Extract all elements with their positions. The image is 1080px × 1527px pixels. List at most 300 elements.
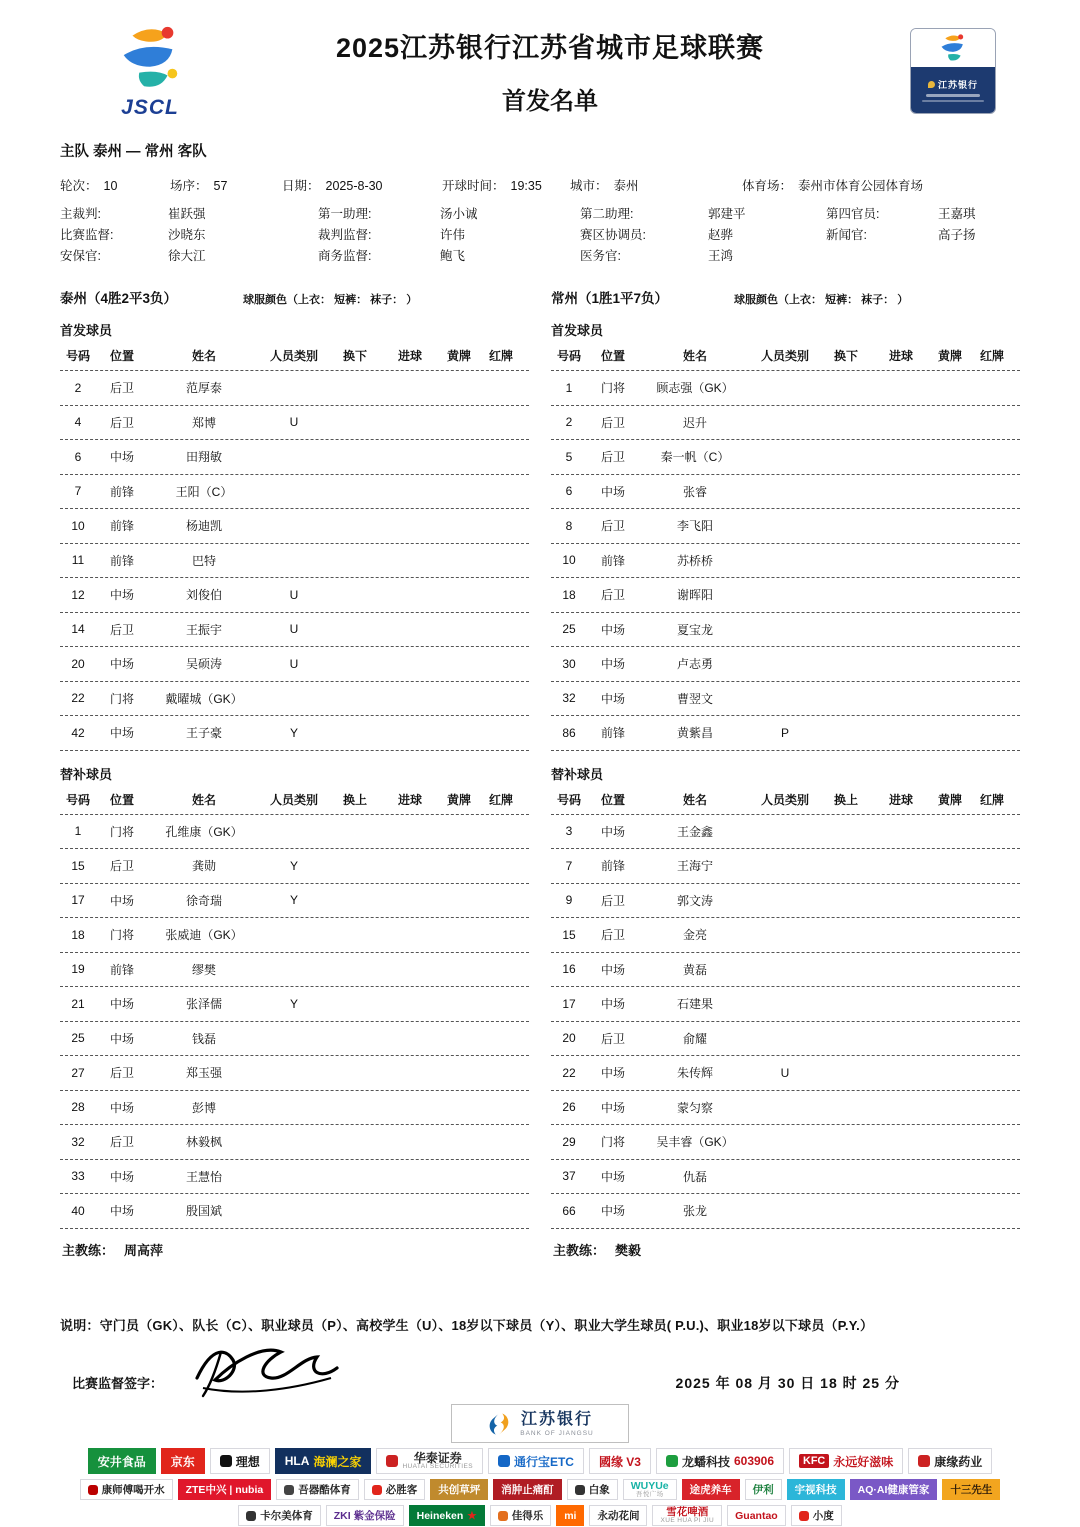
sponsor-text: 康师傅喝开水 (101, 1484, 165, 1497)
sponsor-text: 安井食品 (97, 1454, 146, 1469)
column-header: 位置 (600, 349, 625, 363)
table-row (60, 577, 529, 612)
info-label: 开球时间： (442, 179, 505, 193)
table-row (551, 474, 1020, 509)
sponsor-logo (409, 1505, 485, 1526)
sponsor-text-secondary: 603906 (733, 1454, 775, 1469)
player-name: 杨迪凯 (185, 519, 222, 534)
table-row (60, 370, 529, 405)
info-value: 泰州市体育公园体育场 (798, 179, 924, 193)
column-header: 红牌 (979, 792, 1004, 807)
sponsor-mark-icon (220, 1455, 232, 1467)
sponsor-logo (490, 1505, 552, 1526)
table-row (60, 646, 529, 681)
officials-row (60, 246, 1020, 267)
column-header: 黄牌 (446, 792, 471, 807)
table-row (551, 848, 1020, 883)
sponsor-logo (326, 1505, 404, 1526)
column-header: 号码 (65, 349, 90, 363)
sponsor-logo (556, 1505, 584, 1526)
column-header: 号码 (65, 792, 90, 807)
player-number: 1 (565, 380, 573, 395)
player-position: 中场 (109, 893, 134, 908)
player-name: 吴丰睿（GK） (656, 1135, 734, 1150)
sponsor-subtext: XUE HUA PI JIU (660, 1516, 715, 1524)
player-position: 中场 (109, 588, 134, 603)
sponsor-text: 共创草坪 (438, 1484, 481, 1497)
sponsor-row-3 (60, 1505, 1020, 1526)
table-row (551, 577, 1020, 612)
player-position: 后卫 (600, 588, 625, 603)
player-number: 6 (74, 449, 82, 464)
player-position: 中场 (109, 1204, 134, 1219)
starters-table (60, 341, 529, 751)
official-name: 王嘉琪 (938, 207, 976, 221)
player-number: 4 (74, 415, 82, 430)
sponsor-mark-icon (386, 1455, 398, 1467)
player-name: 张泽儒 (185, 997, 222, 1012)
player-number: 32 (562, 691, 576, 706)
player-number: 16 (562, 962, 576, 977)
signature-row (60, 1364, 1020, 1402)
player-number: 25 (562, 622, 576, 637)
column-header: 位置 (109, 792, 134, 807)
player-position: 门将 (109, 928, 134, 943)
player-name: 郑玉强 (185, 1066, 222, 1081)
player-name: 钱磊 (191, 1031, 216, 1046)
page-header (60, 22, 1020, 120)
player-name: 夏宝龙 (676, 622, 713, 637)
subs-label: 替补球员 (60, 766, 113, 782)
player-name: 巴特 (191, 553, 216, 568)
player-name: 卢志勇 (676, 657, 713, 672)
sponsor-text: WUYUe (630, 1479, 669, 1492)
match-info-item (742, 176, 923, 194)
officials-grid (60, 204, 1020, 267)
official-name: 郭建平 (708, 207, 746, 221)
player-number: 37 (562, 1169, 576, 1184)
player-position: 门将 (600, 381, 625, 396)
sponsor-row-1 (60, 1448, 1020, 1474)
column-header: 换上 (342, 792, 367, 807)
sponsor-logo (589, 1505, 647, 1526)
player-number: 19 (71, 962, 85, 977)
sponsor-mark-icon (918, 1455, 930, 1467)
table-row (551, 917, 1020, 952)
table-row (551, 370, 1020, 405)
sponsor-subtext: HUATAI SECURITIES (402, 1463, 473, 1471)
table-row (60, 405, 529, 440)
sponsor-text: 理想 (235, 1454, 260, 1469)
player-position: 前锋 (600, 859, 625, 874)
official-label (826, 246, 938, 267)
sponsor-mark-icon (666, 1455, 678, 1467)
officials-row (60, 225, 1020, 246)
table-row (551, 1124, 1020, 1159)
sponsor-text: 十三先生 (950, 1484, 993, 1497)
player-number: 3 (565, 824, 573, 839)
player-number: 40 (71, 1203, 85, 1218)
player-position: 中场 (109, 726, 134, 741)
sponsor-logo (88, 1448, 156, 1474)
table-row (60, 952, 529, 987)
player-number: 20 (562, 1031, 576, 1046)
player-name: 徐奇瑞 (185, 893, 222, 908)
sponsor-text: ZKI 紫金保险 (333, 1510, 396, 1523)
table-row (60, 439, 529, 474)
kit-colors-label: 球服颜色（上衣： 短裤： 袜子： ） (734, 294, 909, 306)
player-number: 17 (71, 893, 85, 908)
column-header: 位置 (109, 349, 134, 363)
info-label: 场序： (170, 179, 208, 193)
sponsor-logo (488, 1448, 584, 1474)
match-info-row (60, 176, 1020, 194)
table-row (551, 405, 1020, 440)
player-number: 26 (562, 1100, 576, 1115)
team-column-away (551, 287, 1020, 1259)
sponsor-text: 雪花啤酒 (666, 1505, 709, 1518)
sponsor-logo (850, 1479, 938, 1500)
player-number: 15 (71, 858, 85, 873)
sponsor-text: 國缘 V3 (598, 1454, 641, 1469)
teams-grid (60, 287, 1020, 1259)
table-row (551, 1055, 1020, 1090)
table-row (551, 1090, 1020, 1125)
column-header: 姓名 (682, 792, 707, 807)
sponsor-logo (789, 1448, 903, 1474)
sponsor-text: 佳得乐 (511, 1510, 544, 1523)
player-number: 28 (71, 1100, 85, 1115)
sponsor-text: 康缘药业 (934, 1454, 983, 1469)
league-badge-emblem-icon (911, 29, 995, 67)
coach-line: 主教练： 樊毅 (553, 1242, 642, 1258)
column-header: 号码 (556, 349, 581, 363)
sponsor-text: 白象 (588, 1484, 610, 1497)
official-label: 第四官员: (826, 207, 880, 221)
sponsor-logo (161, 1448, 205, 1474)
player-name: 张睿 (682, 484, 707, 499)
player-number: 7 (74, 484, 82, 499)
official-label: 安保官: (60, 249, 101, 263)
info-value: 57 (213, 179, 228, 193)
player-number: 10 (562, 553, 576, 568)
official-name: 高子扬 (938, 228, 976, 242)
info-label: 体育场： (742, 179, 793, 193)
player-number: 30 (562, 656, 576, 671)
official-name: 汤小诚 (440, 207, 478, 221)
player-position: 门将 (600, 1135, 625, 1150)
starters-label: 首发球员 (551, 323, 604, 338)
player-name: 范厚泰 (185, 381, 222, 396)
sponsor-logo (376, 1448, 482, 1474)
info-label: 城市： (570, 179, 608, 193)
player-position: 中场 (600, 1169, 625, 1184)
table-row (60, 1055, 529, 1090)
sponsor-logo (238, 1505, 321, 1526)
player-name: 田翔敏 (185, 450, 222, 465)
column-header: 人员类别 (760, 349, 809, 363)
starters-table (551, 341, 1020, 751)
print-timestamp: 2025 年 08 月 30 日 18 时 25 分 (675, 1374, 900, 1391)
table-row (60, 883, 529, 918)
sponsor-mark-icon (284, 1485, 294, 1495)
badge-caption-line (926, 94, 980, 97)
official-name: 鲍飞 (440, 249, 466, 263)
player-number: 22 (562, 1065, 576, 1080)
player-number: 12 (71, 587, 85, 602)
player-number: 22 (71, 691, 85, 706)
table-row (551, 1159, 1020, 1194)
official-name: 徐大江 (168, 249, 206, 263)
bank-logo-en: BANK OF JIANGSU (520, 1430, 594, 1438)
sponsor-logo (656, 1448, 784, 1474)
official-label: 新闻官: (826, 228, 867, 242)
kit-colors-label: 球服颜色（上衣： 短裤： 袜子： ） (243, 294, 418, 306)
table-row (60, 848, 529, 883)
official-label: 第二助理: (580, 207, 634, 221)
sponsor-text-group (631, 1481, 669, 1499)
table-header-row (551, 785, 1020, 814)
sponsor-text: 宇视科技 (794, 1484, 837, 1497)
player-position: 门将 (109, 691, 134, 706)
sponsor-mark-icon (498, 1455, 510, 1467)
official-name: 王鸿 (708, 249, 734, 263)
sponsor-text: 永动花间 (597, 1510, 640, 1523)
sponsor-logo (276, 1479, 359, 1500)
sponsor-logo (364, 1479, 426, 1500)
player-name: 郭文涛 (676, 893, 713, 908)
player-number: 2 (565, 415, 573, 430)
match-info-item (170, 176, 282, 194)
sponsor-mark-icon (246, 1511, 256, 1521)
official-label: 赛区协调员: (580, 228, 646, 242)
column-header: 黄牌 (937, 792, 962, 807)
player-position: 后卫 (109, 1135, 134, 1150)
player-name: 俞耀 (682, 1031, 707, 1046)
official-name (938, 246, 1020, 267)
player-number: 20 (71, 656, 85, 671)
player-name: 王慧怡 (185, 1169, 222, 1184)
player-number: 33 (71, 1169, 85, 1184)
player-name: 王振宇 (185, 622, 222, 637)
official-label: 商务监督: (318, 249, 372, 263)
sponsor-text: 龙蟠科技 (681, 1454, 730, 1469)
table-row (60, 715, 529, 751)
player-name: 迟升 (682, 415, 707, 430)
sponsor-text-secondary: 海澜之家 (313, 1454, 362, 1469)
signature-image (169, 1330, 359, 1402)
sponsor-mark-icon (498, 1511, 508, 1521)
player-name: 张龙 (682, 1204, 707, 1219)
starters-label: 首发球员 (60, 323, 113, 338)
sponsor-logo (787, 1479, 845, 1500)
player-name: 曹翌文 (676, 691, 713, 706)
player-number: 5 (565, 449, 573, 464)
column-header: 换上 (833, 792, 858, 807)
official-name: 许伟 (440, 228, 466, 242)
sponsor-logo (589, 1448, 651, 1474)
sponsor-mark-icon (88, 1485, 98, 1495)
sponsor-text: 吾器酷体育 (298, 1484, 351, 1497)
column-header: 红牌 (979, 349, 1004, 363)
player-name: 戴曜城（GK） (165, 691, 243, 706)
player-position: 中场 (600, 1204, 625, 1219)
table-row (551, 543, 1020, 578)
player-number: 27 (71, 1065, 85, 1080)
column-header: 黄牌 (446, 349, 471, 363)
bank-drop-icon (928, 81, 935, 88)
player-name: 孔维康（GK） (165, 824, 243, 839)
sponsor-text: 小度 (812, 1510, 834, 1523)
sponsor-text: 必胜客 (385, 1484, 418, 1497)
player-position: 前锋 (109, 553, 134, 568)
player-position: 前锋 (109, 484, 134, 499)
player-position: 中场 (600, 824, 625, 839)
column-header: 姓名 (191, 349, 216, 363)
column-header: 红牌 (488, 792, 513, 807)
sponsor-row-2 (60, 1479, 1020, 1500)
sponsor-text: KFC (799, 1454, 829, 1468)
sponsor-logo (623, 1479, 677, 1500)
jscl-logo-icon (111, 22, 189, 94)
table-row (551, 439, 1020, 474)
player-name: 王海宁 (676, 859, 713, 874)
column-header: 黄牌 (937, 349, 962, 363)
player-name: 仇磊 (682, 1169, 707, 1184)
player-position: 中场 (600, 622, 625, 637)
match-info-item (60, 176, 170, 194)
sponsor-text: mi (564, 1509, 577, 1522)
official-name: 沙晓东 (168, 228, 206, 242)
team-name: 泰州（4胜2平3负） (60, 291, 178, 306)
sponsor-logo (567, 1479, 618, 1500)
match-info-item (570, 176, 742, 194)
table-row (551, 883, 1020, 918)
table-row (551, 1193, 1020, 1229)
column-header: 进球 (888, 349, 913, 363)
player-category: Y (289, 996, 298, 1011)
player-name: 缪樊 (191, 962, 216, 977)
subs-label: 替补球员 (551, 766, 604, 782)
player-number: 6 (565, 484, 573, 499)
jscl-logo (90, 22, 210, 120)
info-value: 泰州 (613, 179, 639, 193)
table-row (60, 1159, 529, 1194)
sponsor-logo (791, 1505, 842, 1526)
match-info-item (442, 176, 570, 194)
subs-table (60, 785, 529, 1229)
table-row (60, 1193, 529, 1229)
page-subtitle: 首发名单 (502, 88, 598, 115)
player-position: 中场 (600, 997, 625, 1012)
player-name: 李飞阳 (676, 519, 713, 534)
player-name: 顾志强（GK） (656, 381, 734, 396)
sponsor-logo (430, 1479, 488, 1500)
player-position: 中场 (600, 691, 625, 706)
column-header: 进球 (397, 349, 422, 363)
player-number: 42 (71, 725, 85, 740)
player-name: 黄磊 (682, 962, 707, 977)
player-position: 中场 (109, 450, 134, 465)
player-name: 殷国斌 (185, 1204, 222, 1219)
player-number: 25 (71, 1031, 85, 1046)
sponsor-logo (80, 1479, 173, 1500)
table-row (60, 508, 529, 543)
info-label: 轮次： (60, 179, 98, 193)
player-number: 21 (71, 996, 85, 1011)
info-value: 2025-8-30 (325, 179, 383, 193)
table-row (60, 474, 529, 509)
player-number: 18 (562, 587, 576, 602)
player-position: 中场 (109, 1031, 134, 1046)
player-name: 吴硕涛 (185, 657, 222, 672)
table-row (551, 508, 1020, 543)
column-header: 人员类别 (269, 349, 318, 363)
player-position: 后卫 (600, 1031, 625, 1046)
column-header: 进球 (397, 792, 422, 807)
player-name: 苏桥桥 (676, 553, 713, 568)
player-category: Y (289, 858, 298, 873)
official-label: 比赛监督: (60, 228, 114, 242)
table-row (551, 1021, 1020, 1056)
sponsor-logo (942, 1479, 1000, 1500)
player-name: 石建果 (676, 997, 713, 1012)
player-number: 2 (74, 380, 82, 395)
sponsor-logo (275, 1448, 372, 1474)
sponsor-text: Heineken (416, 1509, 464, 1522)
player-name: 秦一帆（C） (660, 450, 730, 465)
sponsor-text: ZTE中兴 | nubia (185, 1484, 264, 1497)
sponsor-logo (652, 1505, 722, 1526)
player-number: 66 (562, 1203, 576, 1218)
page-title: 2025江苏银行江苏省城市足球联赛 (335, 33, 765, 63)
player-number: 15 (562, 927, 576, 942)
badge-caption-line2 (922, 100, 984, 102)
player-position: 后卫 (109, 622, 134, 637)
player-name: 蒙匀察 (676, 1100, 713, 1115)
official-label: 第一助理: (318, 207, 372, 221)
official-label: 裁判监督: (318, 228, 372, 242)
player-position: 后卫 (600, 928, 625, 943)
match-info-item (282, 176, 442, 194)
column-header: 人员类别 (760, 792, 809, 807)
table-row (551, 814, 1020, 849)
table-row (60, 1021, 529, 1056)
player-name: 王子豪 (185, 726, 222, 741)
league-badge (910, 28, 996, 114)
jscl-logo-text: JSCL (121, 96, 179, 119)
info-label: 日期： (282, 179, 320, 193)
player-position: 后卫 (109, 415, 134, 430)
player-name: 朱传辉 (676, 1066, 713, 1081)
sponsor-text: 华泰证券 (413, 1450, 462, 1465)
player-category: U (289, 656, 299, 671)
table-row (60, 986, 529, 1021)
player-position: 后卫 (600, 519, 625, 534)
player-number: 7 (565, 858, 573, 873)
player-position: 后卫 (109, 381, 134, 396)
sponsor-text: 通行宝ETC (513, 1454, 574, 1469)
sponsor-text: 伊利 (752, 1484, 774, 1497)
sponsor-text: AQ·AI健康管家 (857, 1484, 930, 1497)
officials-row (60, 204, 1020, 225)
table-row (60, 814, 529, 849)
official-label: 主裁判: (60, 207, 101, 221)
player-position: 前锋 (109, 519, 134, 534)
player-position: 后卫 (109, 859, 134, 874)
player-number: 11 (71, 553, 85, 568)
player-number: 18 (71, 927, 85, 942)
